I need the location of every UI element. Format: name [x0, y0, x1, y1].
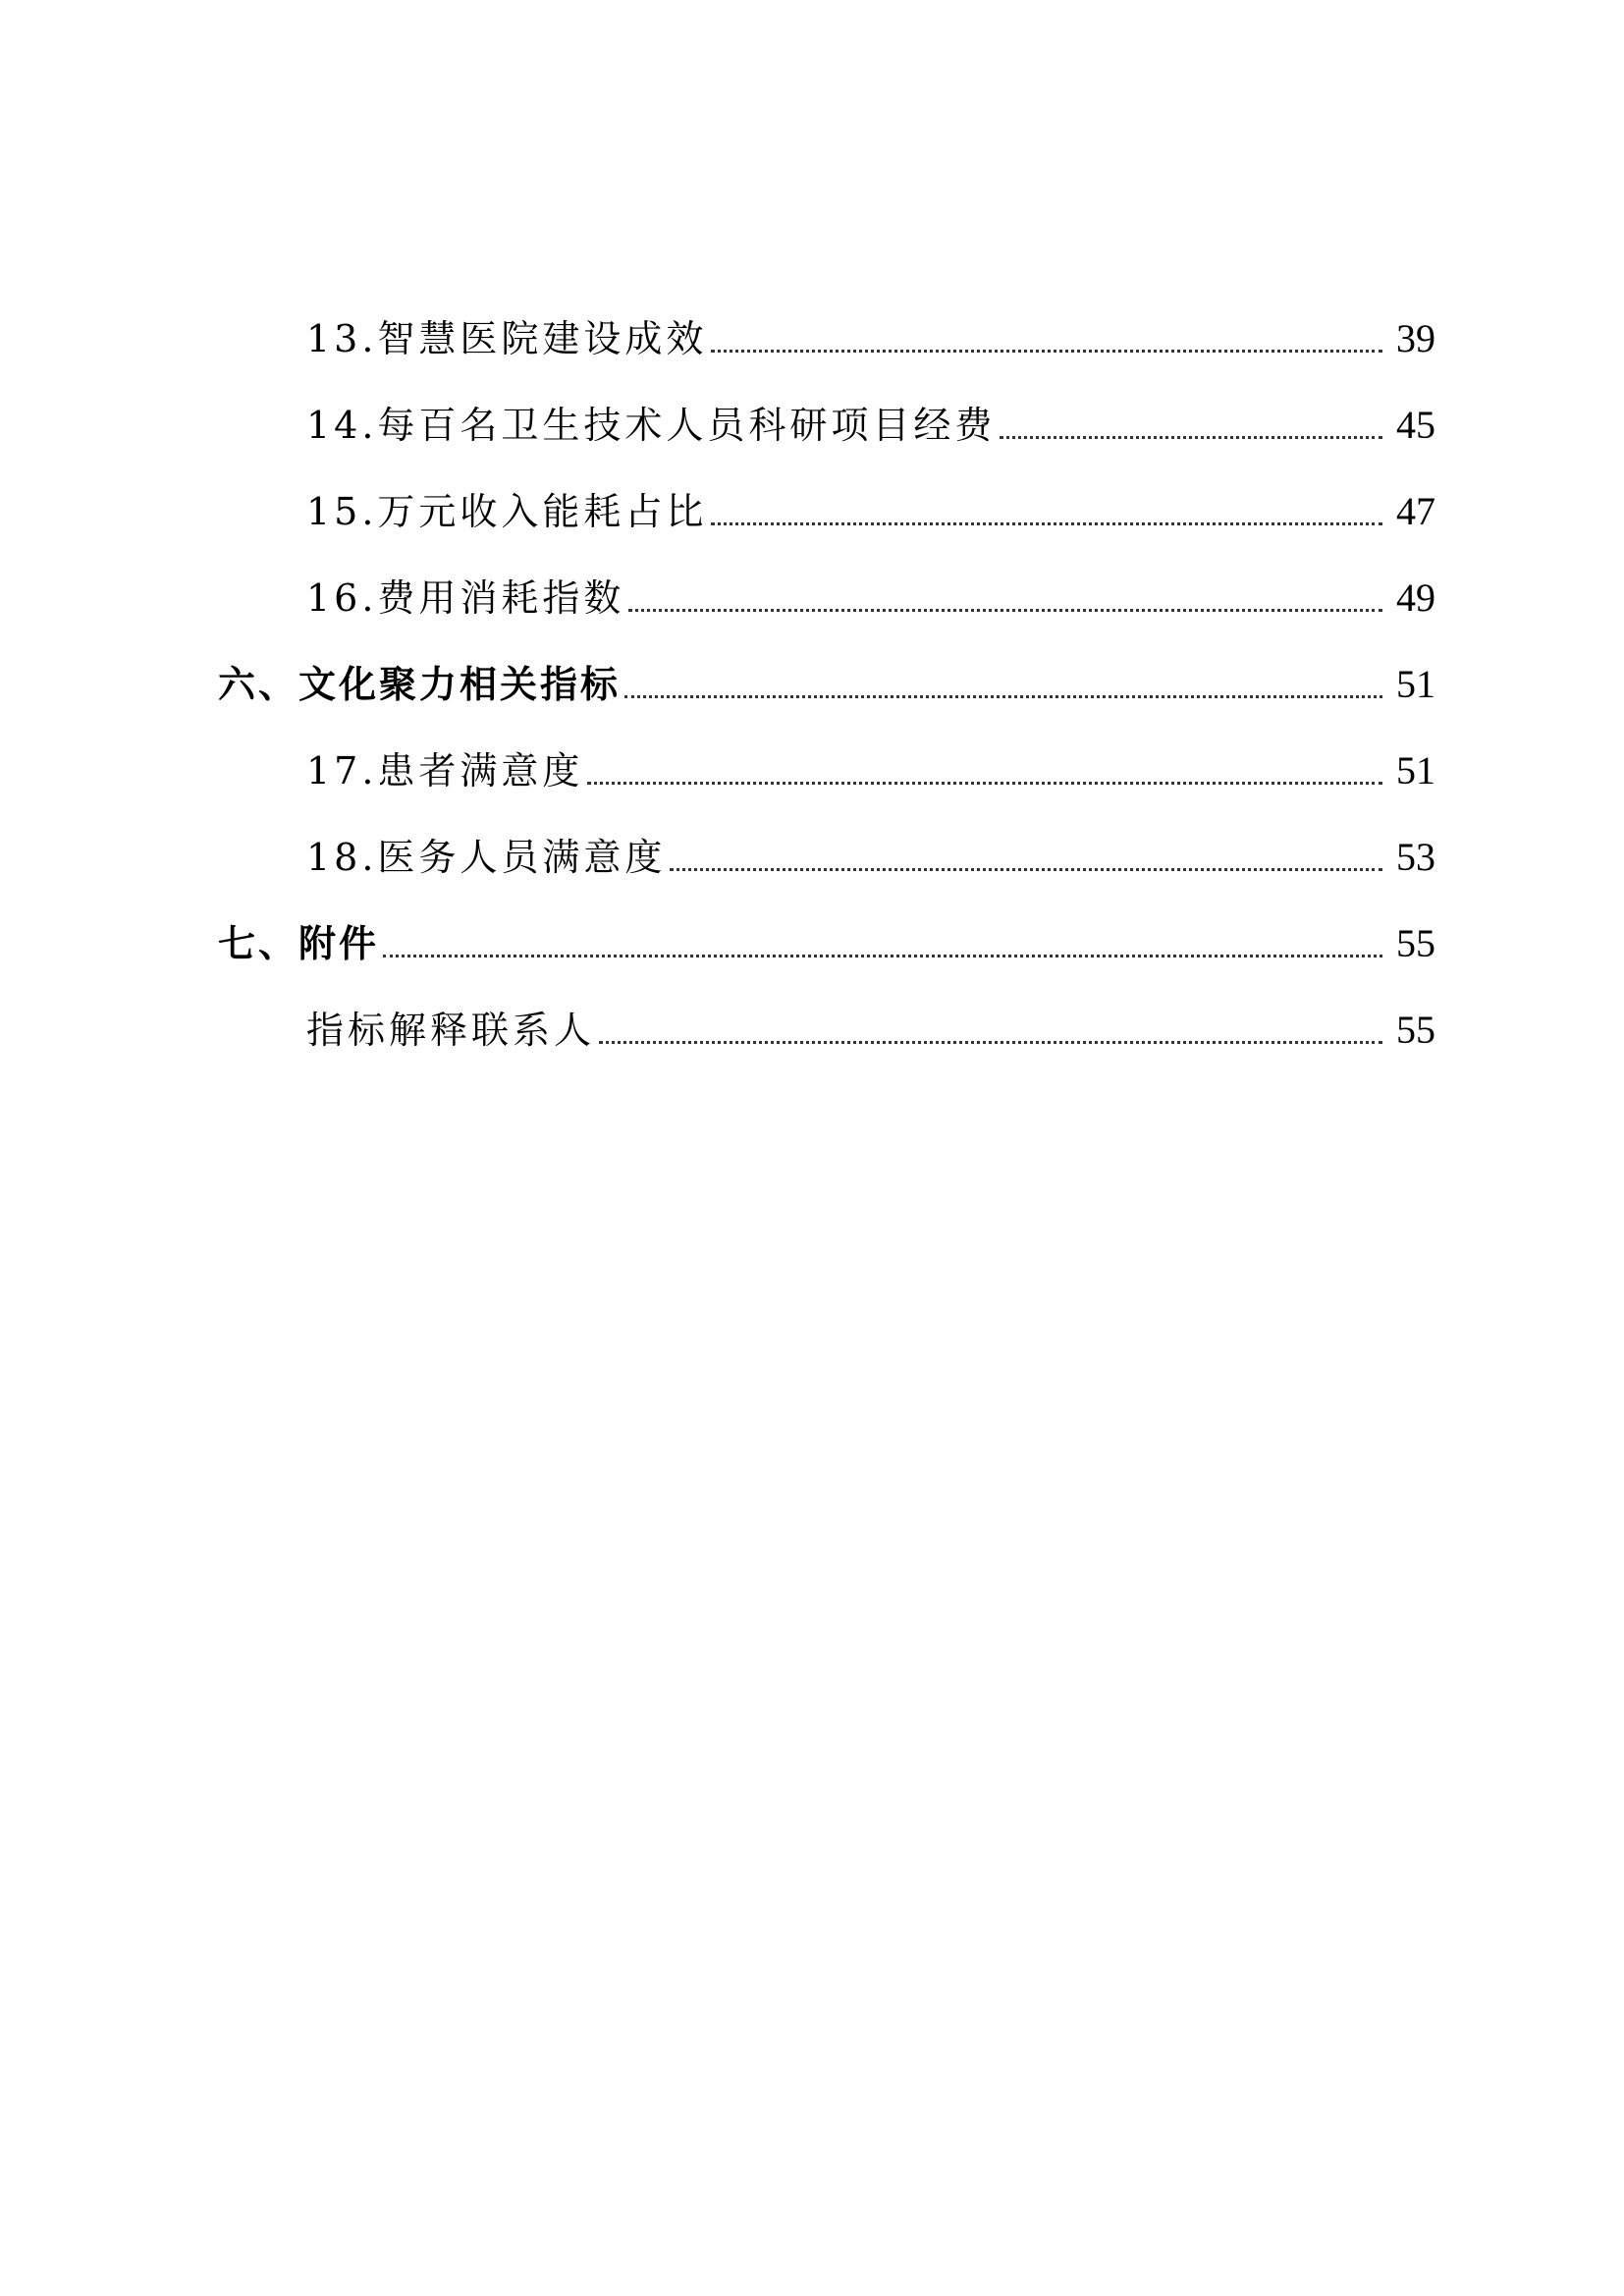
toc-entry-title: 指标解释联系人	[306, 1009, 596, 1052]
dot-leader	[670, 868, 1382, 871]
dot-leader	[587, 782, 1382, 785]
toc-section-heading[interactable]	[0, 907, 1435, 966]
toc-entry-title: 13.智慧医院建设成效	[306, 317, 708, 360]
toc-entry-title: 17.患者满意度	[306, 749, 584, 793]
toc-entry-page: 51	[1396, 662, 1435, 706]
toc-entry-page: 39	[1396, 316, 1435, 360]
dot-leader	[383, 955, 1382, 957]
toc-entry-title: 14.每百名卫生技术人员科研项目经费	[306, 404, 997, 447]
toc-section-heading[interactable]	[0, 648, 1435, 707]
toc-entry[interactable]	[0, 821, 1435, 880]
toc-entry-title: 七、附件	[218, 922, 380, 965]
dot-leader	[624, 695, 1382, 698]
toc-entry[interactable]	[0, 475, 1435, 534]
toc-entry[interactable]	[0, 389, 1435, 448]
toc-entry-page: 51	[1396, 748, 1435, 793]
toc-entry[interactable]	[0, 302, 1435, 361]
dot-leader	[711, 522, 1382, 525]
toc-entry-title: 六、文化聚力相关指标	[218, 663, 622, 706]
toc-entry-page: 49	[1396, 575, 1435, 620]
dot-leader	[711, 350, 1382, 353]
dot-leader	[628, 609, 1382, 612]
toc-entry-page: 55	[1396, 921, 1435, 965]
toc-entry-title: 18.医务人员满意度	[306, 836, 667, 879]
toc-entry-page: 53	[1396, 835, 1435, 879]
toc-entry[interactable]	[0, 735, 1435, 793]
toc-entry-title: 15.万元收入能耗占比	[306, 490, 708, 533]
dot-leader	[1000, 436, 1382, 439]
toc-entry-title: 16.费用消耗指数	[306, 576, 625, 620]
toc-entry[interactable]	[0, 994, 1435, 1053]
toc-entry[interactable]	[0, 562, 1435, 621]
toc-entry-page: 55	[1396, 1008, 1435, 1052]
dot-leader	[599, 1041, 1382, 1044]
toc-entry-page: 47	[1396, 489, 1435, 533]
toc-entry-page: 45	[1396, 403, 1435, 447]
